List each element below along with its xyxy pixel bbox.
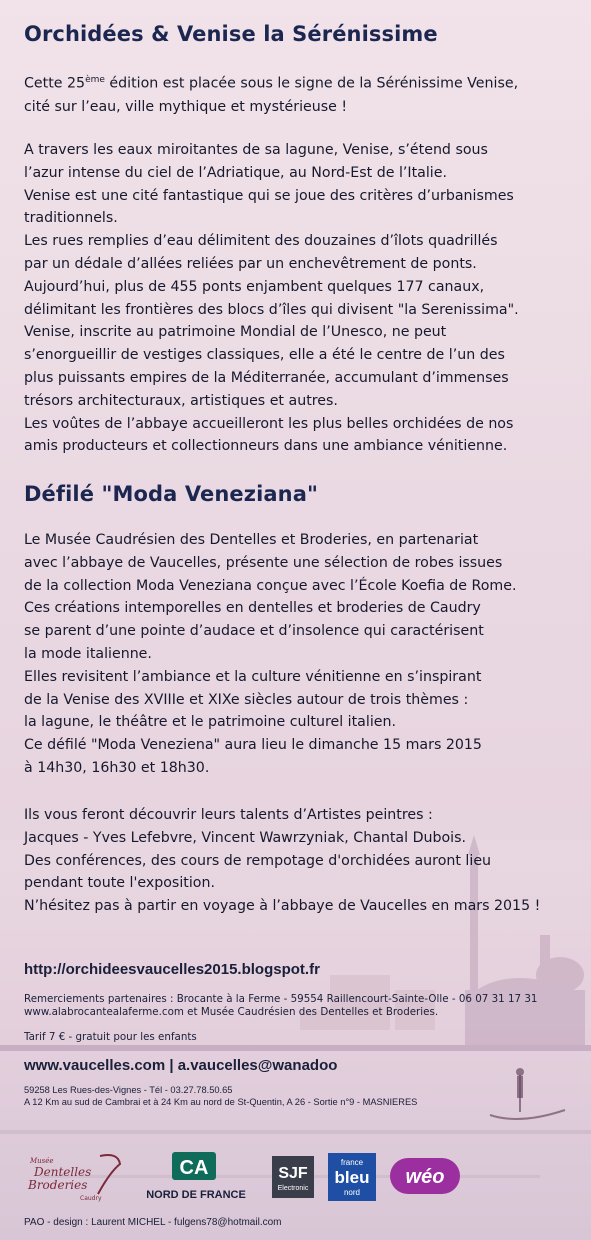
section2-title: Défilé "Moda Veneziana": [24, 482, 319, 506]
sjf-electronic-logo: [272, 1156, 314, 1198]
feather-icon: [98, 1155, 120, 1194]
weo-logo: [390, 1158, 460, 1194]
section2-body: Le Musée Caudrésien des Dentelles et Broderies, en partenariat avec l’abbaye de Vaucelles, présente une sélection de robes issues de la collection Moda Veneziana conçue avec l’École Koefia de Rome. Ces créations intemporelles en dentelles et broderies de Caudry se parent d’une pointe d’audace et d’insolence qui caractérisent la mode italienne. Elles revisitent l’ambiance et la culture vénitienne en s’inspirant de la Venise des XVIIIe et XIXe siècles autour de trois thèmes : la lagune, le théâtre et le patrimoine culturel italien. Ce défilé "Moda Veneziena" aura lieu le dimanche 15 mars 2015 à 14h30, 16h30 et 18h30.: [24, 532, 517, 776]
tarif-text: Tarif 7 € - gratuit pour les enfants: [24, 1031, 197, 1043]
address-text: 59258 Les Rues-des-Vignes - Tél - 03.27.78.50.65 A 12 Km au sud de Cambrai et à 24 Km au nord de St-Quentin, A 26 - Sortie n°9 - MASNIERES: [24, 1085, 418, 1107]
design-credit: PAO - design : Laurent MICHEL - fulgens78@hotmail.com: [24, 1217, 282, 1228]
website-email[interactable]: www.vaucelles.com | a.vaucelles@wanadoo: [24, 1057, 338, 1074]
bleu-label: bleu: [334, 1168, 370, 1187]
section1-intro: [24, 69, 584, 118]
section1-body: A travers les eaux miroitantes de sa lagune, Venise, s’étend sous l’azur intense du ciel de l’Adriatique, au Nord-Est de l’Italie. Venise est une cité fantastique qui se joue des critères d’urbanismes traditionnels. Les rues remplies d’eau délimitent des douzaines d’îlots quadrillés par un dédale d’allées reliées par un enchevêtrement de ponts. Aujourd’hui, plus de 455 ponts enjambent quelques 177 canaux, délimitant les frontières des blocs d’îles qui divisent "la Serenissima". Venise, inscrite au patrimoine Mondial de l’Unesco, ne peut s’enorgueillir de vestiges classiques, elle a été le centre de l’un des plus puissants empires de la Méditerranée, accumulant d’immenses trésors architecturaux, artistiques et autres. Les voûtes de l’abbaye accueilleront les plus belles orchidées de nos amis producteurs et collectionneurs dans une ambiance vénitienne.: [24, 142, 519, 455]
ca-mark: CA: [179, 1157, 209, 1179]
musee-dentelles-logo: [22, 1150, 126, 1204]
weo-label: wéo: [405, 1166, 445, 1188]
intro-text-end: édition est placée sous le signe de la Sérénissime Venise, cité sur l’eau, ville mythique et mystérieuse !: [24, 75, 519, 115]
musee-label: Musée: [30, 1157, 54, 1165]
nord-de-france-label: NORD DE FRANCE: [146, 1189, 246, 1201]
caudry-label: Caudry: [80, 1195, 102, 1202]
partner-thanks: Remerciements partenaires : Brocante à la Ferme - 59554 Raillencourt-Sainte-Olle - 06 07 31 17 31 www.alabrocantealaferme.com et Musée Caudrésien des Dentelles et Broderies.: [24, 993, 538, 1018]
credit-agricole-logo: [132, 1150, 260, 1204]
france-bleu-nord-logo: [328, 1153, 376, 1201]
broderies-label: Broderies: [28, 1178, 88, 1192]
nord-label: nord: [343, 1188, 361, 1197]
blog-link[interactable]: http://orchideesvaucelles2015.blogspot.fr: [24, 961, 320, 978]
intro-text-start: Cette 25: [24, 75, 86, 92]
electronic-label: Electronic: [277, 1185, 309, 1192]
dentelles-label: Dentelles: [34, 1165, 92, 1179]
section2-artists: Ils vous feront découvrir leurs talents d’Artistes peintres : Jacques - Yves Lefebvre, Vincent Wawrzyniak, Chantal Dubois. Des conférences, des cours de rempotage d'orchidées auront lieu pendant toute l'exposition. N’hésitez pas à partir en voyage à l’abbaye de Vaucelles en mars 2015 !: [24, 807, 541, 915]
sjf-label: SJF: [278, 1165, 308, 1182]
section1-title: Orchidées & Venise la Sérénissime: [24, 22, 438, 46]
edition-superscript: ème: [85, 75, 105, 85]
france-label: france: [340, 1158, 364, 1167]
